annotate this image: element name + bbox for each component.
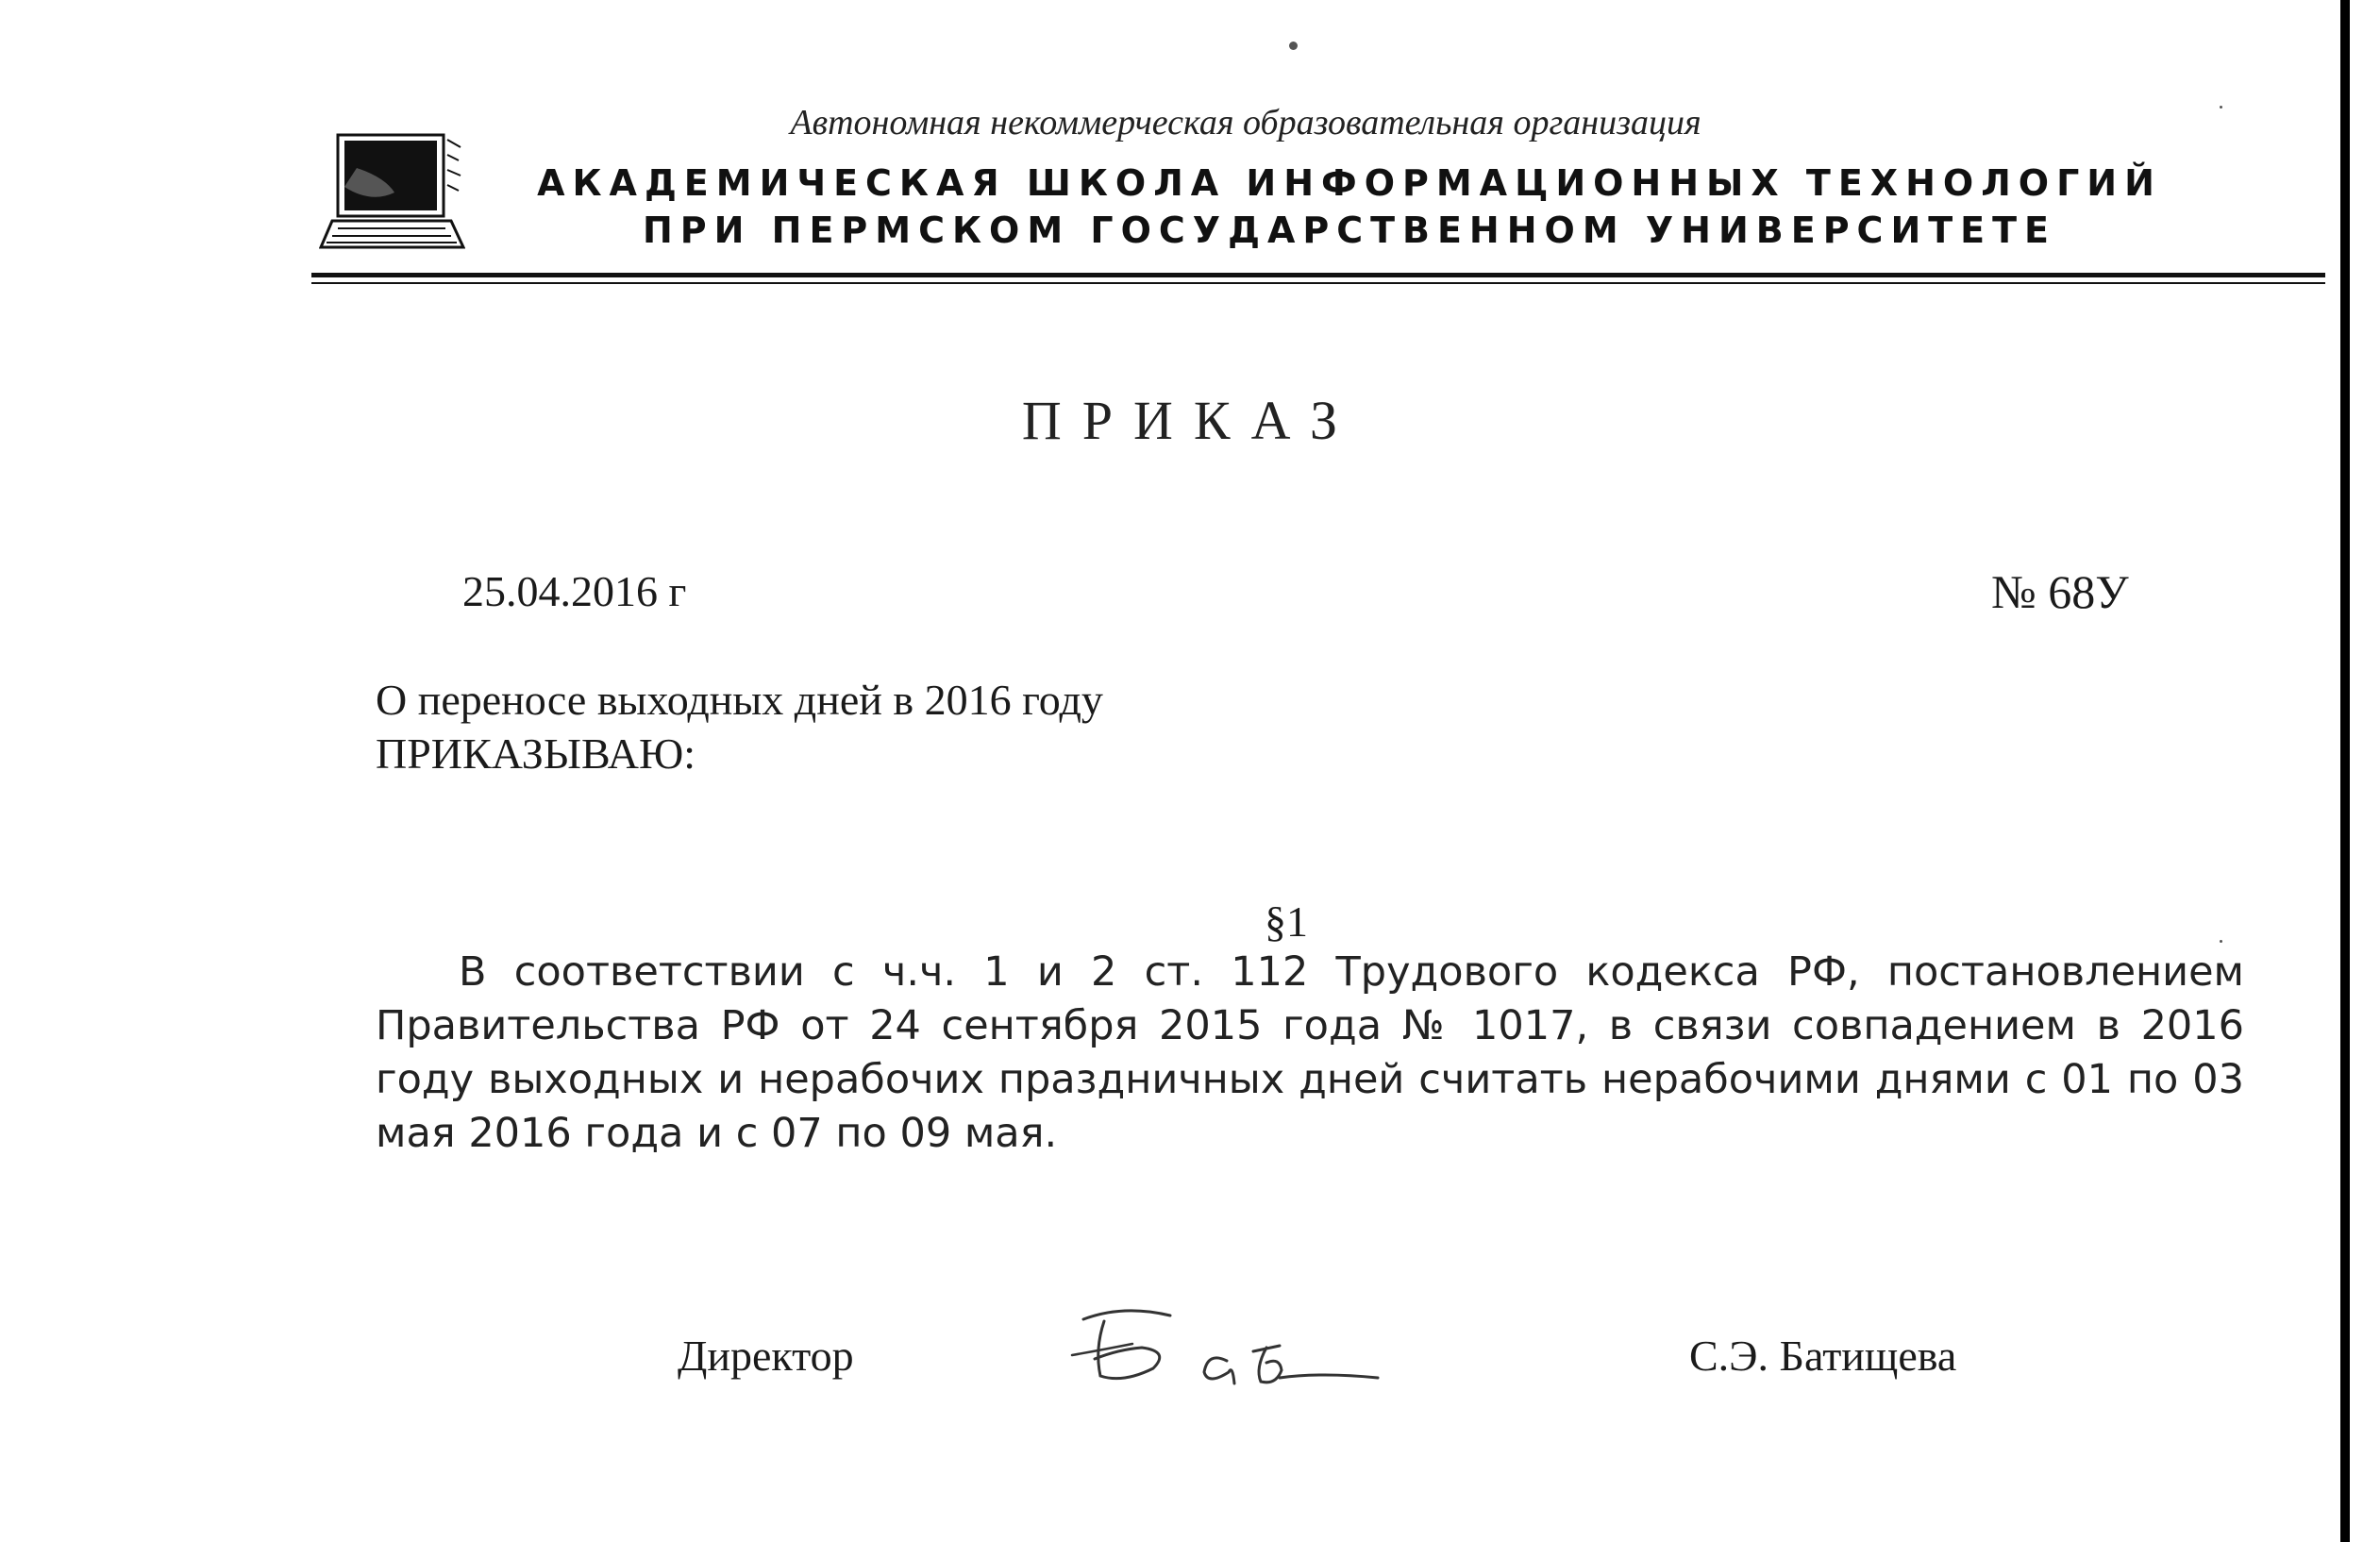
signer-title: Директор [678,1332,854,1380]
computer-logo-icon [319,130,465,253]
document-number: № 68У [1991,565,2129,618]
organization-name-line-1: АКАДЕМИЧЕСКАЯ ШКОЛА ИНФОРМАЦИОННЫХ ТЕХНОЛОГИЙ [537,162,2162,204]
signer-name: С.Э. Батищева [1689,1332,1957,1380]
scan-edge [2340,0,2350,1542]
organization-type: Автономная некоммерческая образовательная организация [790,103,1701,142]
section-number: §1 [1265,897,1308,946]
document-date: 25.04.2016 г [462,567,687,615]
document-title: ПРИКАЗ [1021,390,1359,451]
handwritten-signature [1066,1293,1387,1397]
order-paragraph [376,946,2244,1161]
order-paragraph-text: В соответствии с ч.ч. 1 и 2 ст. 112 Трудового кодекса РФ, постановлением Правительства РФ от 24 сентября 2015 года № 1017, в связи совпадением в 2016 году выходных и нерабочих праздничных дней считать нерабочими днями с 01 по 03 мая 2016 года и с 07 по 09 мая. [376,948,2244,1157]
scan-speck [2220,106,2222,109]
letterhead-divider [311,273,2325,277]
organization-name-line-2: ПРИ ПЕРМСКОМ ГОСУДАРСТВЕННОМ УНИВЕРСИТЕТЕ [642,210,2057,251]
document-subject: О переносе выходных дней в 2016 году [376,676,1103,724]
order-word: ПРИКАЗЫВАЮ: [376,729,696,778]
scan-speck [2220,940,2222,943]
letterhead-divider-thin [311,282,2325,284]
scan-speck [1289,42,1298,50]
